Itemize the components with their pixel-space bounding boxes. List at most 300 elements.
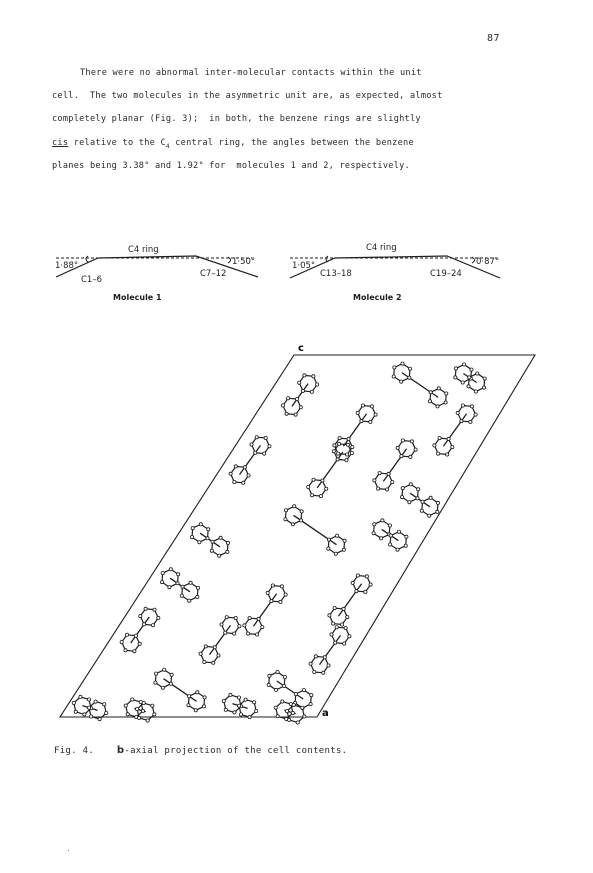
atom-marker <box>234 465 237 468</box>
atom-marker <box>72 701 75 704</box>
atom-marker <box>338 437 341 440</box>
atom-marker <box>224 631 227 634</box>
atom-marker <box>285 412 288 415</box>
atom-marker <box>105 711 108 714</box>
atom-marker <box>124 704 127 707</box>
atom-marker <box>299 406 302 409</box>
molecule-backbone <box>253 594 276 627</box>
atom-marker <box>468 376 471 379</box>
atom-marker <box>296 398 299 401</box>
atom-marker <box>188 695 191 698</box>
atom-marker <box>348 635 351 638</box>
atom-marker <box>437 452 440 455</box>
atom-marker <box>153 608 156 611</box>
atom-marker <box>243 466 246 469</box>
mol2-right-group: C19–24 <box>430 269 462 279</box>
atom-marker <box>138 716 141 719</box>
atom-marker <box>356 574 359 577</box>
atom-marker <box>217 654 220 657</box>
atom-marker <box>299 519 302 522</box>
atom-marker <box>248 617 251 620</box>
atom-marker <box>310 694 313 697</box>
atom-marker <box>401 487 404 490</box>
atom-marker <box>436 510 439 513</box>
atom-marker <box>404 544 407 547</box>
atom-marker <box>364 590 367 593</box>
atom-marker <box>355 590 358 593</box>
mol1-left-angle: 1·88° <box>55 261 79 271</box>
atom-marker <box>138 642 141 645</box>
atom-marker <box>79 695 82 698</box>
atom-marker <box>207 528 210 531</box>
atom-marker <box>293 505 296 508</box>
atom-marker <box>247 632 250 635</box>
atom-marker <box>220 623 223 626</box>
atom-marker <box>177 573 180 576</box>
atom-marker <box>219 536 222 539</box>
atom-marker <box>300 510 303 513</box>
atom-marker <box>169 682 172 685</box>
atom-marker <box>389 534 392 537</box>
atom-marker <box>408 501 411 504</box>
atom-marker <box>211 540 214 543</box>
atom-marker <box>391 481 394 484</box>
atom-marker <box>261 626 264 629</box>
atom-marker <box>296 721 299 724</box>
atom-marker <box>314 655 317 658</box>
atom-marker <box>429 496 432 499</box>
mol1-left-group: C1–6 <box>81 275 103 285</box>
atom-marker <box>270 600 273 603</box>
atom-marker <box>287 397 290 400</box>
atom-marker <box>288 718 291 721</box>
atom-marker <box>264 436 267 439</box>
atom-marker <box>333 444 336 447</box>
atom-marker <box>334 641 337 644</box>
atom-marker <box>161 572 164 575</box>
atom-marker <box>327 547 330 550</box>
atom-marker <box>253 701 256 704</box>
atom-marker <box>190 536 193 539</box>
atom-marker <box>369 420 372 423</box>
atom-marker <box>291 711 294 714</box>
atom-marker <box>233 480 236 483</box>
atom-marker <box>243 624 246 627</box>
atom-marker <box>284 593 287 596</box>
atom-marker <box>194 709 197 712</box>
atom-marker <box>133 650 136 653</box>
atom-marker <box>428 400 431 403</box>
molecule-backbone <box>210 625 231 654</box>
molecule-backbone <box>292 384 308 407</box>
atom-marker <box>393 366 396 369</box>
atom-marker <box>312 375 315 378</box>
atom-marker <box>400 455 403 458</box>
atom-marker <box>136 708 139 711</box>
atom-marker <box>345 459 348 462</box>
atom-marker <box>274 706 277 709</box>
atom-marker <box>327 538 330 541</box>
atom-marker <box>408 376 411 379</box>
page-number: 87 <box>487 33 501 44</box>
atom-marker <box>420 509 423 512</box>
atom-marker <box>120 641 123 644</box>
atom-marker <box>336 458 339 461</box>
atom-marker <box>303 715 306 718</box>
atom-marker <box>244 698 247 701</box>
atom-marker <box>332 622 335 625</box>
atom-marker <box>378 472 381 475</box>
atom-marker <box>151 704 154 707</box>
atom-marker <box>256 633 259 636</box>
atom-marker <box>325 487 328 490</box>
atom-marker <box>474 413 477 416</box>
atom-marker <box>374 413 377 416</box>
atom-marker <box>257 617 260 620</box>
atom-marker <box>275 688 278 691</box>
atom-marker <box>199 523 202 526</box>
atom-marker <box>181 585 184 588</box>
atom-marker <box>283 684 286 687</box>
atom-marker <box>436 501 439 504</box>
atom-marker <box>360 420 363 423</box>
atom-marker <box>254 451 257 454</box>
atom-marker <box>291 523 294 526</box>
atom-marker <box>180 594 183 597</box>
atom-marker <box>239 713 242 716</box>
atom-marker <box>237 696 240 699</box>
atom-marker <box>188 599 191 602</box>
atom-marker <box>234 616 237 619</box>
atom-marker <box>330 633 333 636</box>
atom-marker <box>410 440 413 443</box>
atom-marker <box>268 674 271 677</box>
figure-number: Fig. 4. <box>54 746 95 756</box>
benzene-ring-projection <box>269 672 285 690</box>
atom-marker <box>87 706 90 709</box>
atom-marker <box>380 537 383 540</box>
atom-marker <box>483 377 486 380</box>
unit-cell-outline <box>60 355 535 717</box>
atom-marker <box>146 719 149 722</box>
atom-marker <box>281 700 284 703</box>
atom-marker <box>401 439 404 442</box>
atom-marker <box>313 670 316 673</box>
atom-marker <box>263 452 266 455</box>
atom-marker <box>224 708 227 711</box>
atom-marker <box>334 552 337 555</box>
atom-marker <box>199 652 202 655</box>
atom-marker <box>322 671 325 674</box>
paragraph-fragment: central ring, the angles between the benzene <box>169 137 414 148</box>
atom-marker <box>396 446 399 449</box>
atom-marker <box>474 390 477 393</box>
atom-marker <box>126 713 129 716</box>
paragraph-line: There were no abnormal inter-molecular contacts within the unit <box>80 68 422 78</box>
atom-marker <box>470 368 473 371</box>
mol2-left-angle: 1·05° <box>292 261 316 271</box>
mol1-ring-label: C4 ring <box>128 245 159 255</box>
atom-marker <box>103 703 106 706</box>
atom-marker <box>342 607 345 610</box>
atom-marker <box>341 623 344 626</box>
atom-marker <box>307 485 310 488</box>
paragraph-line: cell. The two molecules in the asymmetric unit are, as expected, almost <box>52 91 443 102</box>
atom-marker <box>153 713 156 716</box>
atom-marker <box>454 376 457 379</box>
atom-marker <box>255 436 258 439</box>
atom-marker <box>229 693 232 696</box>
atom-marker <box>389 543 392 546</box>
atom-marker <box>433 444 436 447</box>
atom-marker <box>154 681 157 684</box>
axis-c-label: c <box>298 343 304 354</box>
atom-marker <box>381 519 384 522</box>
atom-marker <box>89 715 92 718</box>
atom-marker <box>356 411 359 414</box>
atom-marker <box>233 711 236 714</box>
atom-marker <box>336 534 339 537</box>
atom-marker <box>316 383 319 386</box>
atom-marker <box>387 472 390 475</box>
axis-a-label: a <box>322 708 329 719</box>
atom-marker <box>377 487 380 490</box>
subscript: 4 <box>165 142 170 150</box>
atom-marker <box>169 568 172 571</box>
atom-marker <box>203 696 206 699</box>
atom-marker <box>134 634 137 637</box>
atom-marker <box>347 437 350 440</box>
atom-marker <box>294 692 297 695</box>
atom-marker <box>255 709 258 712</box>
atom-marker <box>143 623 146 626</box>
atom-marker <box>388 524 391 527</box>
atom-marker <box>87 698 90 701</box>
atom-marker <box>198 541 201 544</box>
atom-marker <box>351 581 354 584</box>
atom-marker <box>281 404 284 407</box>
atom-marker <box>283 676 286 679</box>
molecule-backbone <box>240 445 261 474</box>
atom-marker <box>421 500 424 503</box>
atom-marker <box>346 453 349 456</box>
atom-marker <box>428 514 431 517</box>
atom-marker <box>346 616 349 619</box>
atom-marker <box>436 405 439 408</box>
atom-marker <box>226 550 229 553</box>
atom-marker <box>206 537 209 540</box>
atom-marker <box>332 450 335 453</box>
atom-marker <box>298 381 301 384</box>
molecule-backbone <box>131 617 150 643</box>
atom-marker <box>327 664 330 667</box>
atom-marker <box>309 662 312 665</box>
atom-marker <box>350 451 353 454</box>
atom-marker <box>469 420 472 423</box>
caption-text: -axial projection of the cell contents. <box>124 746 348 756</box>
atom-marker <box>454 367 457 370</box>
atom-marker <box>346 443 349 446</box>
atom-marker <box>279 600 282 603</box>
mol1-right-group: C7–12 <box>200 269 227 279</box>
atom-marker <box>202 705 205 708</box>
atom-marker <box>397 530 400 533</box>
atom-marker <box>408 367 411 370</box>
atom-marker <box>309 703 312 706</box>
atom-marker <box>191 527 194 530</box>
molecule-backbone <box>383 449 406 482</box>
atom-marker <box>351 446 354 449</box>
atom-marker <box>176 582 179 585</box>
mol2-caption: Molecule 2 <box>353 293 402 302</box>
atom-marker <box>370 405 373 408</box>
atom-marker <box>446 453 449 456</box>
atom-marker <box>321 479 324 482</box>
atom-marker <box>276 670 279 673</box>
atom-marker <box>445 392 448 395</box>
mol2-right-angle: 0·87° <box>476 257 500 267</box>
atom-marker <box>416 497 419 500</box>
molecule-backbone <box>443 414 466 447</box>
atom-marker <box>212 661 215 664</box>
atom-marker <box>267 683 270 686</box>
atom-marker <box>163 668 166 671</box>
atom-marker <box>189 581 192 584</box>
atom-marker <box>463 363 466 366</box>
atom-marker <box>451 446 454 449</box>
atom-marker <box>151 624 154 627</box>
atom-marker <box>250 443 253 446</box>
atom-marker <box>438 437 441 440</box>
atom-marker <box>319 495 322 498</box>
atom-marker <box>369 583 372 586</box>
atom-marker <box>98 718 101 721</box>
atom-marker <box>157 616 160 619</box>
atom-marker <box>301 389 304 392</box>
atom-marker <box>467 385 470 388</box>
atom-marker <box>284 518 287 521</box>
atom-marker <box>302 689 305 692</box>
atom-marker <box>328 614 331 617</box>
molecule-backbone <box>317 452 343 488</box>
atom-marker <box>333 607 336 610</box>
atom-marker <box>373 523 376 526</box>
atom-marker <box>460 420 463 423</box>
atom-marker <box>203 660 206 663</box>
atom-marker <box>447 437 450 440</box>
atom-marker <box>294 413 297 416</box>
atom-marker <box>310 494 313 497</box>
atom-marker <box>342 548 345 551</box>
atom-marker <box>187 704 190 707</box>
molecule-backbone <box>164 679 197 702</box>
footer-mark: · <box>66 846 71 855</box>
atom-marker <box>303 374 306 377</box>
atom-marker <box>74 710 77 713</box>
atom-marker <box>414 448 417 451</box>
atom-marker <box>470 405 473 408</box>
atom-marker <box>437 387 440 390</box>
atom-marker <box>247 474 250 477</box>
atom-marker <box>213 646 216 649</box>
atom-marker <box>417 488 420 491</box>
atom-marker <box>292 703 295 706</box>
atom-marker <box>139 615 142 618</box>
atom-marker <box>210 549 213 552</box>
atom-marker <box>229 472 232 475</box>
atom-marker <box>338 442 341 445</box>
atom-marker <box>276 715 279 718</box>
atom-marker <box>131 698 134 701</box>
paragraph-fragment: relative to the C <box>68 137 166 148</box>
atom-marker <box>312 478 315 481</box>
atom-marker <box>337 452 340 455</box>
atom-marker <box>365 575 368 578</box>
benzene-ring-projection <box>295 690 311 708</box>
atom-marker <box>323 656 326 659</box>
atom-marker <box>170 673 173 676</box>
mol1-caption: Molecule 1 <box>113 293 162 302</box>
atom-marker <box>461 404 464 407</box>
atom-marker <box>461 381 464 384</box>
paragraph-line: planes being 3.38° and 1.92° for molecules 1 and 2, respectively. <box>52 160 410 171</box>
paragraph-line: completely planar (Fig. 3); in both, the benzene rings are slightly <box>52 114 421 125</box>
atom-marker <box>196 595 199 598</box>
atom-marker <box>310 390 313 393</box>
atom-marker <box>409 455 412 458</box>
molecule-backbone <box>402 373 438 398</box>
mol2-left-group: C13–18 <box>320 269 352 279</box>
atom-marker <box>286 710 289 713</box>
atom-marker <box>373 479 376 482</box>
atom-marker <box>280 585 283 588</box>
atom-marker <box>401 362 404 365</box>
atom-marker <box>125 633 128 636</box>
atom-marker <box>444 401 447 404</box>
atom-marker <box>456 411 459 414</box>
molecule-backbone <box>320 635 341 664</box>
atom-marker <box>238 625 241 628</box>
atom-marker <box>266 591 269 594</box>
caption-axis-b: b <box>116 745 125 756</box>
atom-marker <box>141 709 144 712</box>
atom-marker <box>271 584 274 587</box>
atom-marker <box>476 372 479 375</box>
atom-marker <box>142 701 145 704</box>
atom-marker <box>124 649 127 652</box>
atom-marker <box>237 704 240 707</box>
atom-marker <box>361 404 364 407</box>
atom-marker <box>83 713 86 716</box>
atom-marker <box>386 488 389 491</box>
atom-marker <box>222 699 225 702</box>
atom-marker <box>335 626 338 629</box>
atom-marker <box>218 554 221 557</box>
molecule-projections <box>72 362 486 724</box>
cis-term: cis <box>52 137 69 148</box>
atom-marker <box>94 700 97 703</box>
atom-marker <box>160 581 163 584</box>
figure-caption <box>54 745 347 756</box>
atom-marker <box>396 548 399 551</box>
atom-marker <box>405 535 408 538</box>
atom-marker <box>400 496 403 499</box>
atom-marker <box>225 616 228 619</box>
atom-marker <box>285 509 288 512</box>
atom-marker <box>392 375 395 378</box>
atom-marker <box>248 716 251 719</box>
atom-marker <box>204 645 207 648</box>
